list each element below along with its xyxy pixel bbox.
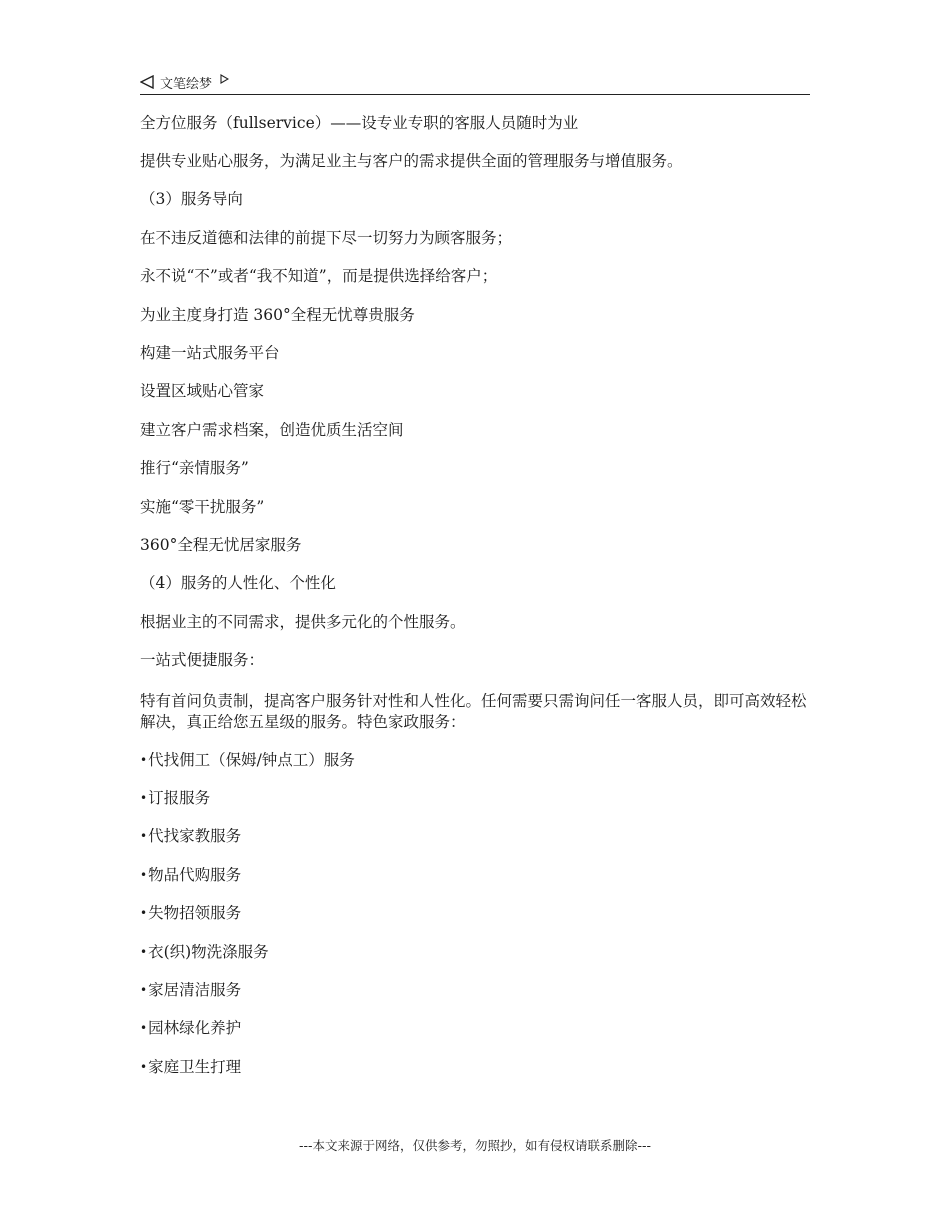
- bullet: •: [140, 867, 148, 882]
- list-item-text: 物品代购服务: [148, 865, 242, 884]
- page-header: [140, 70, 810, 95]
- list-item: [140, 1010, 810, 1048]
- paragraph: 建立客户需求档案，创造优质生活空间: [140, 420, 404, 439]
- paragraph: 推行“亲情服务”: [140, 459, 249, 478]
- list-item: [140, 741, 810, 779]
- paragraph: 全方位服务（fullservice）——设专业专职的客服人员随时为业: [140, 113, 579, 132]
- bullet: •: [140, 1059, 148, 1074]
- bullet: •: [140, 790, 148, 805]
- bullet: •: [140, 906, 148, 921]
- bullet: •: [140, 944, 148, 959]
- paragraph: 在不违反道德和法律的前提下尽一切努力为顾客服务；: [140, 228, 513, 247]
- paragraph: 实施“零干扰服务”: [140, 497, 265, 516]
- paragraph: 设置区域贴心管家: [140, 382, 265, 401]
- list-item: [140, 1048, 810, 1086]
- paragraph: 360°全程无忧居家服务: [140, 535, 302, 554]
- paragraph: 为业主度身打造 360°全程无忧尊贵服务: [140, 305, 415, 324]
- list-item-text: 衣(织)物洗涤服务: [148, 942, 269, 961]
- list-item: [140, 894, 810, 932]
- list-item: [140, 818, 810, 856]
- triangle-right-icon: [220, 74, 229, 84]
- paragraph: 根据业主的不同需求，提供多元化的个性服务。: [140, 612, 466, 631]
- list-item-text: 订报服务: [148, 788, 211, 807]
- paragraph: 永不说“不”或者“我不知道”，而是提供选择给客户；: [140, 267, 498, 286]
- paragraph: 构建一站式服务平台: [140, 344, 280, 363]
- document-body: [140, 104, 810, 1086]
- header-title: 文笔绘梦: [160, 76, 213, 92]
- section-heading: （3）服务导向: [140, 190, 243, 209]
- paragraph: 一站式便捷服务：: [140, 651, 265, 670]
- list-item: [140, 856, 810, 894]
- list-item-text: 代找家教服务: [148, 827, 242, 846]
- list-item-text: 失物招领服务: [148, 904, 242, 923]
- bullet: •: [140, 982, 148, 997]
- list-item-text: 家庭卫生打理: [148, 1057, 242, 1076]
- section-heading: （4）服务的人性化、个性化: [140, 574, 336, 593]
- list-item: [140, 971, 810, 1009]
- bullet: •: [140, 752, 148, 767]
- bullet: •: [140, 1021, 148, 1036]
- list-item-text: 园林绿化养护: [148, 1019, 242, 1038]
- paragraph: 特有首问负责制，提高客户服务针对性和人性化。任何需要只需询问任一客服人员，即可高效轻松解决，真正给您五星级的服务。特色家政服务：: [140, 691, 807, 731]
- list-item: [140, 933, 810, 971]
- list-item: [140, 779, 810, 817]
- bullet: •: [140, 829, 148, 844]
- paragraph: 提供专业贴心服务，为满足业主与客户的需求提供全面的管理服务与增值服务。: [140, 152, 683, 171]
- triangle-left-icon: [140, 75, 154, 89]
- list-item-text: 家居清洁服务: [148, 980, 242, 999]
- list-item-text: 代找佣工（保姆/钟点工）服务: [148, 750, 355, 769]
- page-footer: ---本文来源于网络，仅供参考，勿照抄，如有侵权请联系删除---: [298, 1138, 652, 1153]
